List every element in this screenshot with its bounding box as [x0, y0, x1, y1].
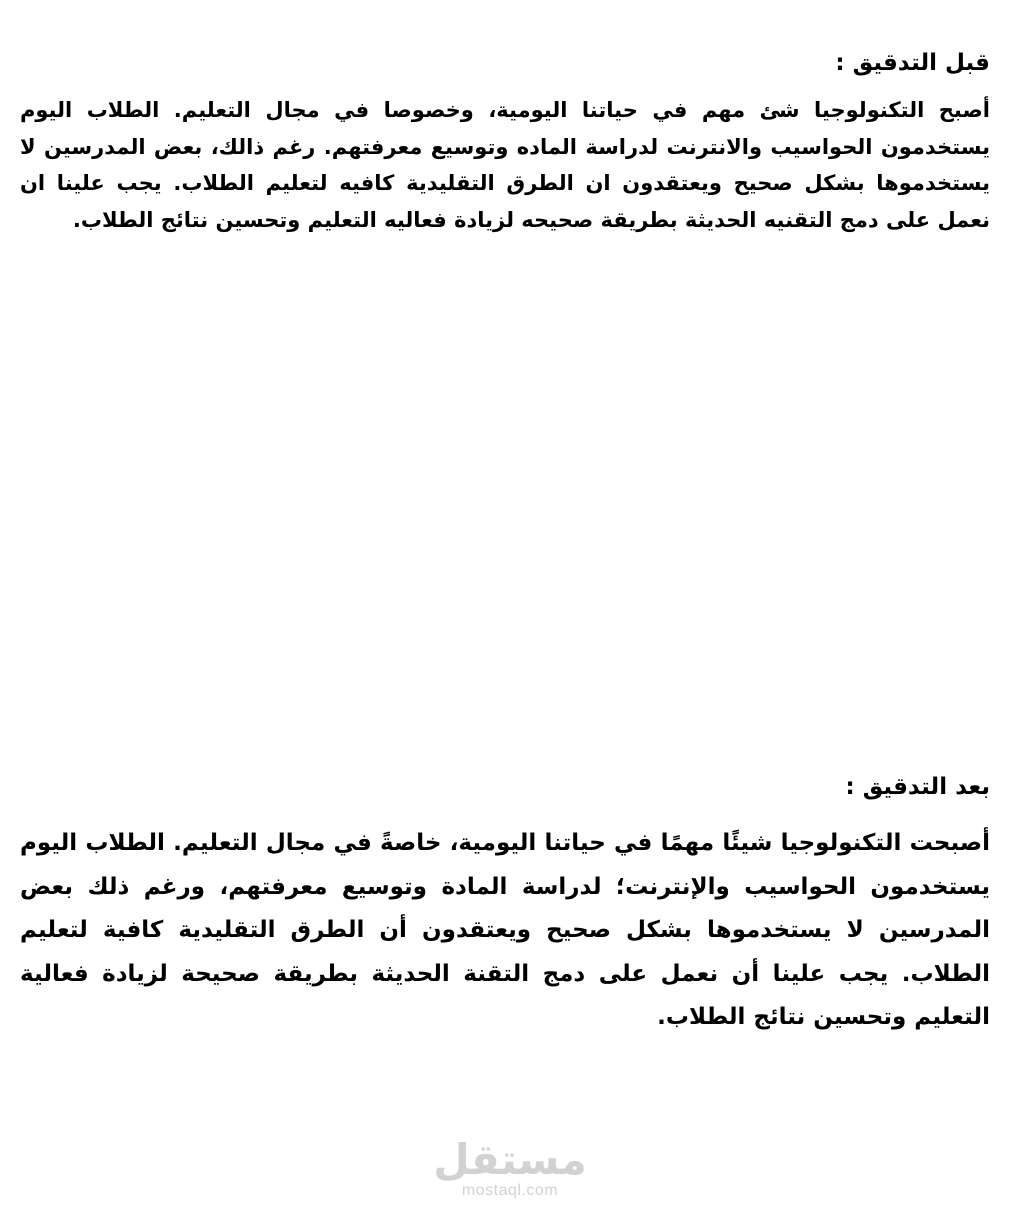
after-review-section — [20, 770, 990, 1040]
watermark-latin-text: mostaql.com — [461, 1182, 559, 1199]
after-review-paragraph: أصبحت التكنولوجيا شيئًا مهمًا في حياتنا اليومية، خاصةً في مجال التعليم. الطلاب اليوم يستخدمون الحواسيب والإنترنت؛ لدراسة المادة وتوسيع معرفتهم، ورغم ذلك بعض المدرسين لا يستخدموها بشكل صحيح ويعتقدون أن الطرق التقليدية كافية لتعليم الطلاب. يجب علينا أن نعمل على دمج التقنة الحديثة بطريقة صحيحة لزيادة فعالية التعليم وتحسين نتائج الطلاب. — [20, 830, 990, 1030]
watermark-arabic-text: مستقل — [433, 1135, 587, 1184]
before-review-section — [20, 46, 990, 238]
before-review-heading: قبل التدقيق : — [835, 50, 990, 76]
before-review-paragraph: أصبح التكنولوجيا شئ مهم في حياتنا اليومية، وخصوصا في مجال التعليم. الطلاب اليوم يستخدمون الحواسيب والانترنت لدراسة الماده وتوسيع معرفتهم. رغم ذالك، بعض المدرسين لا يستخدموها بشكل صحيح ويعتقدون ان الطرق التقليدية كافيه لتعليم الطلاب. يجب علينا ان نعمل على دمج التقنيه الحديثة بطريقة صحيحه لزيادة فعاليه التعليم وتحسين نتائج الطلاب. — [20, 98, 990, 232]
after-review-heading: بعد التدقيق : — [845, 774, 990, 800]
mostaql-watermark-logo — [420, 1135, 600, 1200]
